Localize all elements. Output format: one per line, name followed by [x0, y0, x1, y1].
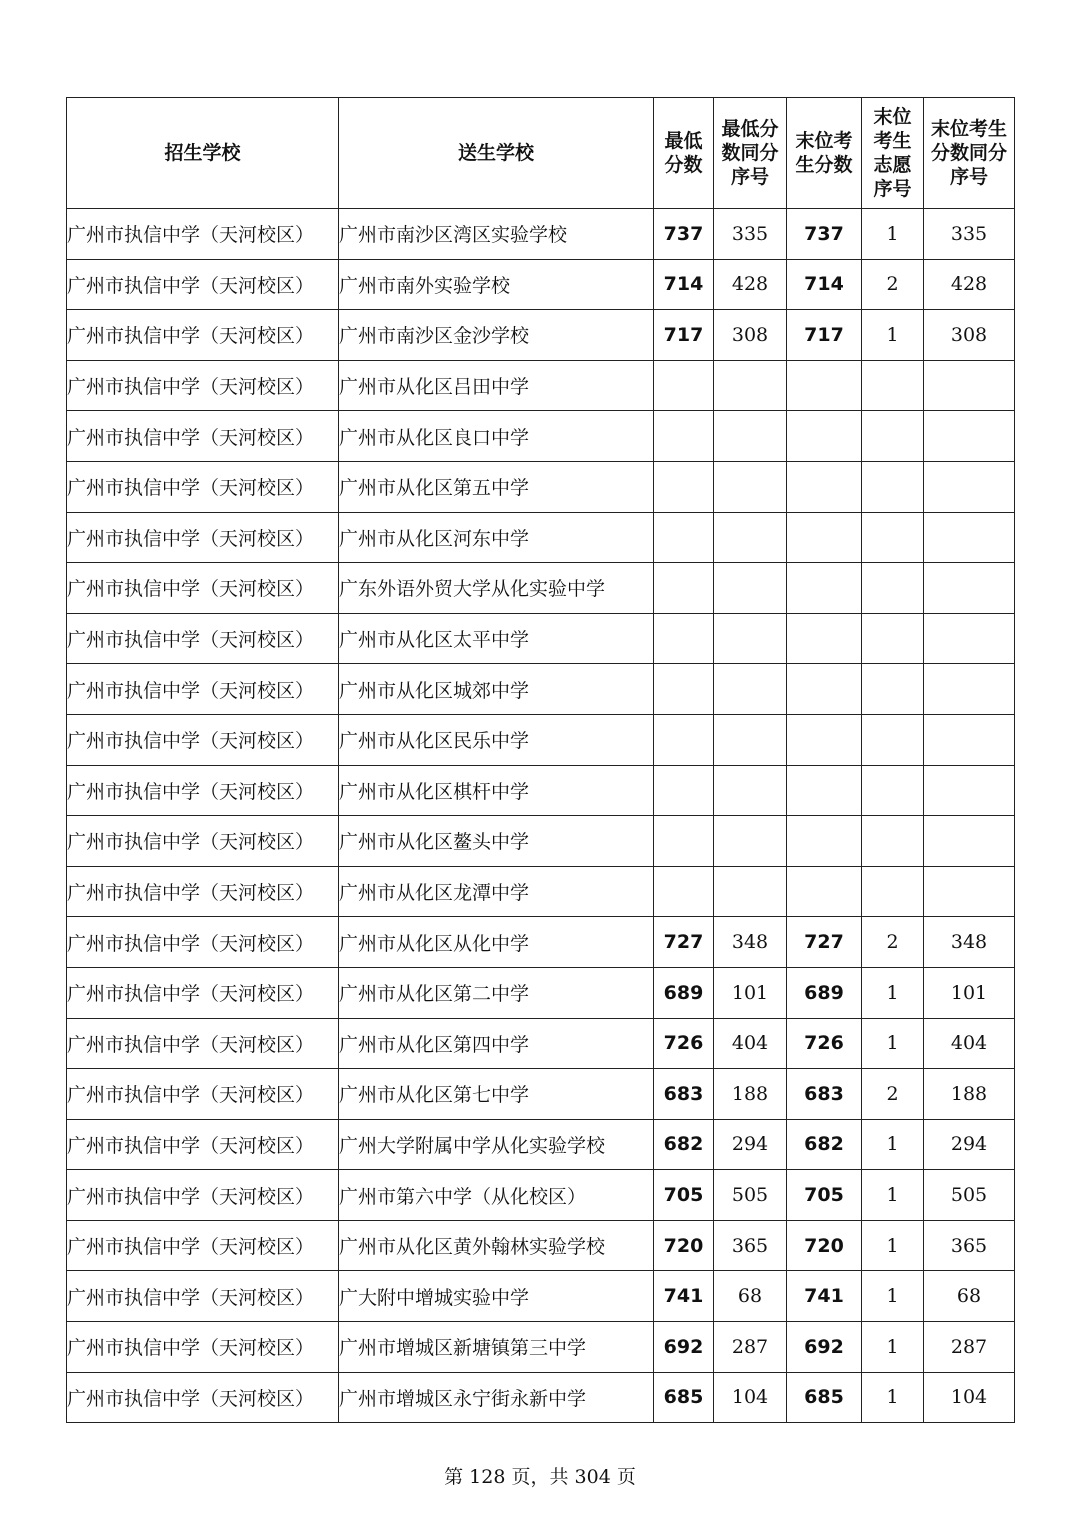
last-score-tie-rank-cell	[924, 613, 1015, 664]
last-score-cell	[787, 664, 862, 715]
min-score-cell	[654, 360, 714, 411]
last-score-cell: 737	[787, 209, 862, 260]
min-score-tie-rank-cell: 505	[714, 1170, 787, 1221]
min-score-tie-rank-cell: 188	[714, 1069, 787, 1120]
last-choice-rank-cell	[862, 360, 924, 411]
last-score-cell: 705	[787, 1170, 862, 1221]
table-row	[67, 1271, 1015, 1322]
recruiting-school-cell: 广州市执信中学（天河校区）	[67, 765, 339, 816]
table-row	[67, 1069, 1015, 1120]
min-score-tie-rank-cell	[714, 613, 787, 664]
last-score-cell	[787, 816, 862, 867]
min-score-cell	[654, 866, 714, 917]
sending-school-cell: 广州市从化区第四中学	[339, 1018, 654, 1069]
recruiting-school-cell: 广州市执信中学（天河校区）	[67, 1069, 339, 1120]
table-row	[67, 967, 1015, 1018]
table-row	[67, 1018, 1015, 1069]
header-min-score: 最低 分数	[654, 98, 714, 209]
last-score-cell	[787, 411, 862, 462]
recruiting-school-cell: 广州市执信中学（天河校区）	[67, 714, 339, 765]
sending-school-cell: 广东外语外贸大学从化实验中学	[339, 563, 654, 614]
min-score-tie-rank-cell	[714, 411, 787, 462]
last-choice-rank-cell: 1	[862, 1170, 924, 1221]
last-choice-rank-cell: 1	[862, 1119, 924, 1170]
last-score-cell	[787, 613, 862, 664]
table-row	[67, 310, 1015, 361]
recruiting-school-cell: 广州市执信中学（天河校区）	[67, 259, 339, 310]
min-score-tie-rank-cell: 308	[714, 310, 787, 361]
last-score-tie-rank-cell	[924, 411, 1015, 462]
last-choice-rank-cell: 2	[862, 917, 924, 968]
last-score-tie-rank-cell: 287	[924, 1322, 1015, 1373]
min-score-tie-rank-cell: 101	[714, 967, 787, 1018]
recruiting-school-cell: 广州市执信中学（天河校区）	[67, 1170, 339, 1221]
last-score-tie-rank-cell	[924, 664, 1015, 715]
sending-school-cell: 广州市从化区河东中学	[339, 512, 654, 563]
table-row	[67, 360, 1015, 411]
min-score-tie-rank-cell	[714, 816, 787, 867]
min-score-cell: 717	[654, 310, 714, 361]
min-score-cell: 737	[654, 209, 714, 260]
table-row	[67, 1220, 1015, 1271]
min-score-tie-rank-cell: 348	[714, 917, 787, 968]
min-score-cell	[654, 512, 714, 563]
last-score-cell: 683	[787, 1069, 862, 1120]
min-score-tie-rank-cell: 404	[714, 1018, 787, 1069]
admission-table	[66, 97, 1015, 1423]
table-body	[67, 209, 1015, 1423]
min-score-cell	[654, 664, 714, 715]
last-choice-rank-cell: 2	[862, 259, 924, 310]
sending-school-cell: 广州市南沙区湾区实验学校	[339, 209, 654, 260]
recruiting-school-cell: 广州市执信中学（天河校区）	[67, 209, 339, 260]
last-choice-rank-cell: 1	[862, 1018, 924, 1069]
last-score-cell: 726	[787, 1018, 862, 1069]
last-choice-rank-cell	[862, 816, 924, 867]
sending-school-cell: 广州市从化区太平中学	[339, 613, 654, 664]
min-score-tie-rank-cell: 428	[714, 259, 787, 310]
last-score-tie-rank-cell	[924, 512, 1015, 563]
min-score-cell	[654, 613, 714, 664]
min-score-cell: 689	[654, 967, 714, 1018]
sending-school-cell: 广州市从化区鳌头中学	[339, 816, 654, 867]
min-score-tie-rank-cell: 365	[714, 1220, 787, 1271]
recruiting-school-cell: 广州市执信中学（天河校区）	[67, 310, 339, 361]
min-score-tie-rank-cell: 68	[714, 1271, 787, 1322]
last-score-tie-rank-cell: 335	[924, 209, 1015, 260]
last-score-cell: 692	[787, 1322, 862, 1373]
min-score-tie-rank-cell	[714, 765, 787, 816]
last-score-tie-rank-cell	[924, 714, 1015, 765]
header-last-score-tie-rank: 末位考生 分数同分 序号	[924, 98, 1015, 209]
sending-school-cell: 广州市从化区民乐中学	[339, 714, 654, 765]
table-row	[67, 1372, 1015, 1423]
recruiting-school-cell: 广州市执信中学（天河校区）	[67, 967, 339, 1018]
last-score-cell: 685	[787, 1372, 862, 1423]
min-score-cell: 685	[654, 1372, 714, 1423]
min-score-tie-rank-cell	[714, 512, 787, 563]
last-choice-rank-cell	[862, 613, 924, 664]
last-score-tie-rank-cell: 505	[924, 1170, 1015, 1221]
last-choice-rank-cell: 1	[862, 1220, 924, 1271]
last-score-cell: 714	[787, 259, 862, 310]
min-score-tie-rank-cell	[714, 461, 787, 512]
table-row	[67, 765, 1015, 816]
last-score-tie-rank-cell: 104	[924, 1372, 1015, 1423]
min-score-cell	[654, 411, 714, 462]
last-score-tie-rank-cell	[924, 765, 1015, 816]
recruiting-school-cell: 广州市执信中学（天河校区）	[67, 512, 339, 563]
last-score-cell	[787, 866, 862, 917]
min-score-cell: 714	[654, 259, 714, 310]
last-score-cell: 727	[787, 917, 862, 968]
table-row	[67, 917, 1015, 968]
sending-school-cell: 广州市第六中学（从化校区）	[339, 1170, 654, 1221]
min-score-tie-rank-cell	[714, 866, 787, 917]
last-score-tie-rank-cell	[924, 461, 1015, 512]
recruiting-school-cell: 广州市执信中学（天河校区）	[67, 917, 339, 968]
recruiting-school-cell: 广州市执信中学（天河校区）	[67, 1119, 339, 1170]
min-score-tie-rank-cell	[714, 563, 787, 614]
recruiting-school-cell: 广州市执信中学（天河校区）	[67, 1220, 339, 1271]
last-score-tie-rank-cell	[924, 866, 1015, 917]
table-row	[67, 461, 1015, 512]
last-choice-rank-cell: 2	[862, 1069, 924, 1120]
table-row	[67, 209, 1015, 260]
min-score-cell	[654, 461, 714, 512]
min-score-cell	[654, 765, 714, 816]
min-score-tie-rank-cell: 287	[714, 1322, 787, 1373]
sending-school-cell: 广州市南沙区金沙学校	[339, 310, 654, 361]
last-choice-rank-cell: 1	[862, 1322, 924, 1373]
sending-school-cell: 广州市从化区黄外翰林实验学校	[339, 1220, 654, 1271]
recruiting-school-cell: 广州市执信中学（天河校区）	[67, 563, 339, 614]
last-score-cell: 741	[787, 1271, 862, 1322]
recruiting-school-cell: 广州市执信中学（天河校区）	[67, 613, 339, 664]
last-score-tie-rank-cell: 294	[924, 1119, 1015, 1170]
page-footer: 第 128 页，共 304 页	[444, 1466, 636, 1488]
table-row	[67, 411, 1015, 462]
min-score-tie-rank-cell	[714, 714, 787, 765]
sending-school-cell: 广州市从化区第二中学	[339, 967, 654, 1018]
last-score-cell	[787, 360, 862, 411]
last-score-tie-rank-cell: 404	[924, 1018, 1015, 1069]
recruiting-school-cell: 广州市执信中学（天河校区）	[67, 866, 339, 917]
min-score-cell	[654, 714, 714, 765]
last-score-cell: 717	[787, 310, 862, 361]
last-score-tie-rank-cell	[924, 563, 1015, 614]
recruiting-school-cell: 广州市执信中学（天河校区）	[67, 1271, 339, 1322]
last-score-cell	[787, 714, 862, 765]
table-row	[67, 816, 1015, 867]
sending-school-cell: 广州市从化区第五中学	[339, 461, 654, 512]
min-score-cell: 692	[654, 1322, 714, 1373]
last-score-tie-rank-cell: 348	[924, 917, 1015, 968]
min-score-cell: 726	[654, 1018, 714, 1069]
header-row	[67, 98, 1015, 209]
last-score-tie-rank-cell: 308	[924, 310, 1015, 361]
last-score-cell: 682	[787, 1119, 862, 1170]
recruiting-school-cell: 广州市执信中学（天河校区）	[67, 816, 339, 867]
table-row	[67, 563, 1015, 614]
header-last-choice-rank: 末位 考生 志愿 序号	[862, 98, 924, 209]
sending-school-cell: 广州市从化区棋杆中学	[339, 765, 654, 816]
min-score-tie-rank-cell: 294	[714, 1119, 787, 1170]
table-row	[67, 512, 1015, 563]
last-choice-rank-cell: 1	[862, 1372, 924, 1423]
last-score-cell	[787, 563, 862, 614]
sending-school-cell: 广州市从化区良口中学	[339, 411, 654, 462]
last-choice-rank-cell	[862, 563, 924, 614]
min-score-cell: 705	[654, 1170, 714, 1221]
min-score-cell: 727	[654, 917, 714, 968]
table-row	[67, 714, 1015, 765]
sending-school-cell: 广州市增城区新塘镇第三中学	[339, 1322, 654, 1373]
sending-school-cell: 广州市从化区龙潭中学	[339, 866, 654, 917]
recruiting-school-cell: 广州市执信中学（天河校区）	[67, 1322, 339, 1373]
table-row	[67, 1322, 1015, 1373]
last-choice-rank-cell: 1	[862, 1271, 924, 1322]
sending-school-cell: 广州市从化区城郊中学	[339, 664, 654, 715]
last-choice-rank-cell	[862, 461, 924, 512]
last-score-tie-rank-cell	[924, 360, 1015, 411]
recruiting-school-cell: 广州市执信中学（天河校区）	[67, 360, 339, 411]
min-score-cell: 682	[654, 1119, 714, 1170]
recruiting-school-cell: 广州市执信中学（天河校区）	[67, 1372, 339, 1423]
min-score-tie-rank-cell: 104	[714, 1372, 787, 1423]
last-choice-rank-cell	[862, 714, 924, 765]
sending-school-cell: 广州市从化区从化中学	[339, 917, 654, 968]
table-row	[67, 866, 1015, 917]
last-choice-rank-cell	[862, 512, 924, 563]
recruiting-school-cell: 广州市执信中学（天河校区）	[67, 1018, 339, 1069]
table-row	[67, 1170, 1015, 1221]
last-choice-rank-cell: 1	[862, 209, 924, 260]
last-score-cell: 689	[787, 967, 862, 1018]
last-score-cell: 720	[787, 1220, 862, 1271]
last-choice-rank-cell: 1	[862, 967, 924, 1018]
last-score-cell	[787, 461, 862, 512]
last-score-tie-rank-cell: 428	[924, 259, 1015, 310]
last-choice-rank-cell	[862, 765, 924, 816]
last-score-cell	[787, 765, 862, 816]
min-score-cell	[654, 816, 714, 867]
min-score-tie-rank-cell	[714, 664, 787, 715]
last-choice-rank-cell	[862, 411, 924, 462]
min-score-cell: 683	[654, 1069, 714, 1120]
last-score-cell	[787, 512, 862, 563]
recruiting-school-cell: 广州市执信中学（天河校区）	[67, 411, 339, 462]
min-score-tie-rank-cell: 335	[714, 209, 787, 260]
table-row	[67, 259, 1015, 310]
sending-school-cell: 广州市从化区吕田中学	[339, 360, 654, 411]
table-row	[67, 613, 1015, 664]
table-row	[67, 664, 1015, 715]
last-choice-rank-cell	[862, 866, 924, 917]
min-score-cell	[654, 563, 714, 614]
min-score-tie-rank-cell	[714, 360, 787, 411]
min-score-cell: 741	[654, 1271, 714, 1322]
sending-school-cell: 广大附中增城实验中学	[339, 1271, 654, 1322]
last-score-tie-rank-cell: 101	[924, 967, 1015, 1018]
sending-school-cell: 广州市增城区永宁街永新中学	[339, 1372, 654, 1423]
recruiting-school-cell: 广州市执信中学（天河校区）	[67, 461, 339, 512]
min-score-cell: 720	[654, 1220, 714, 1271]
header-last-score: 末位考 生分数	[787, 98, 862, 209]
last-score-tie-rank-cell: 365	[924, 1220, 1015, 1271]
recruiting-school-cell: 广州市执信中学（天河校区）	[67, 664, 339, 715]
sending-school-cell: 广州市南外实验学校	[339, 259, 654, 310]
header-min-score-tie-rank: 最低分 数同分 序号	[714, 98, 787, 209]
last-choice-rank-cell: 1	[862, 310, 924, 361]
header-sending-school: 送生学校	[339, 98, 654, 209]
header-recruiting-school: 招生学校	[67, 98, 339, 209]
last-score-tie-rank-cell: 68	[924, 1271, 1015, 1322]
sending-school-cell: 广州大学附属中学从化实验学校	[339, 1119, 654, 1170]
last-score-tie-rank-cell	[924, 816, 1015, 867]
last-choice-rank-cell	[862, 664, 924, 715]
sending-school-cell: 广州市从化区第七中学	[339, 1069, 654, 1120]
last-score-tie-rank-cell: 188	[924, 1069, 1015, 1120]
table-row	[67, 1119, 1015, 1170]
